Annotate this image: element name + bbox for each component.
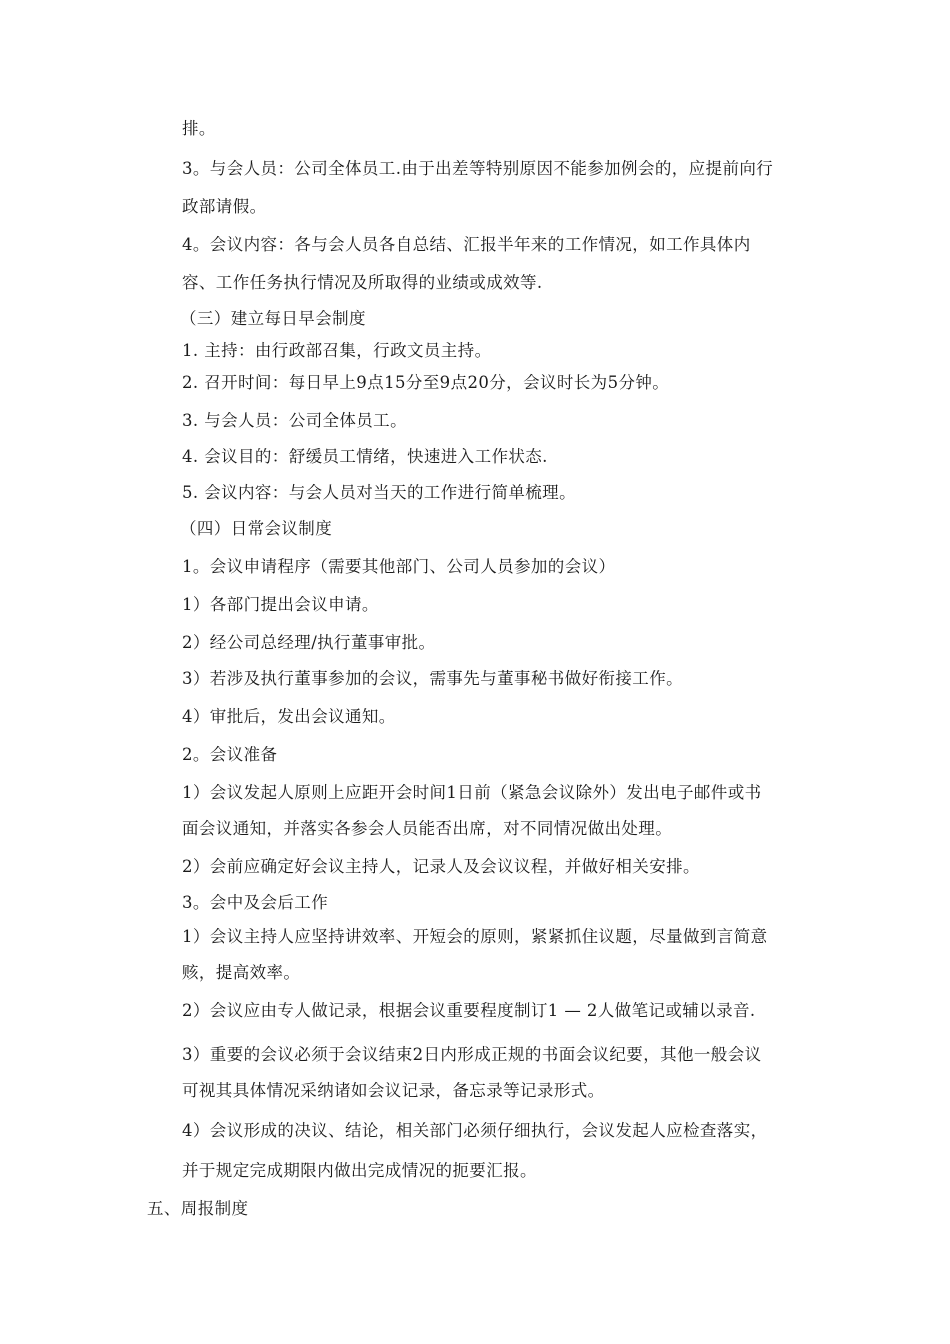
text-line: 赅，提高效率。 <box>182 963 301 982</box>
text-line: 4. 会议目的：舒缓员工情绪，快速进入工作状态. <box>182 447 548 466</box>
text-line: 1。会议申请程序（需要其他部门、公司人员参加的会议） <box>182 557 616 576</box>
text-line: 3）重要的会议必须于会议结束2日内形成正规的书面会议纪要，其他一般会议 <box>182 1045 762 1064</box>
text-line: 3. 与会人员：公司全体员工。 <box>182 411 407 430</box>
text-line: 3。与会人员：公司全体员工.由于出差等特别原因不能参加例会的，应提前向行 <box>182 159 774 178</box>
text-line: 1. 主持：由行政部召集，行政文员主持。 <box>182 341 492 360</box>
text-line: 并于规定完成期限内做出完成情况的扼要汇报。 <box>182 1161 537 1180</box>
text-line: 3）若涉及执行董事参加的会议，需事先与董事秘书做好衔接工作。 <box>182 669 683 688</box>
text-line: 政部请假。 <box>182 197 267 216</box>
text-line: 2）会议应由专人做记录，根据会议重要程度制订1 — 2人做笔记或辅以录音. <box>182 1001 756 1020</box>
text-line: 1）会议发起人原则上应距开会时间1日前（紧急会议除外）发出电子邮件或书 <box>182 783 762 802</box>
text-line: 2. 召开时间：每日早上9点15分至9点20分，会议时长为5分钟。 <box>182 373 670 392</box>
section-heading: （四）日常会议制度 <box>180 519 333 538</box>
section-heading: （三）建立每日早会制度 <box>180 309 366 328</box>
text-line: 1）各部门提出会议申请。 <box>182 595 379 614</box>
text-line: 5. 会议内容：与会人员对当天的工作进行简单梳理。 <box>182 483 576 502</box>
text-line: 排。 <box>182 119 216 138</box>
text-line: 2。会议准备 <box>182 745 278 764</box>
text-line: 4）审批后，发出会议通知。 <box>182 707 396 726</box>
chapter-heading: 五、周报制度 <box>147 1199 249 1218</box>
text-line: 4）会议形成的决议、结论，相关部门必须仔细执行，会议发起人应检查落实， <box>182 1121 768 1140</box>
text-line: 可视其具体情况采纳诸如会议记录，备忘录等记录形式。 <box>182 1081 605 1100</box>
text-line: 3。会中及会后工作 <box>182 893 329 912</box>
text-line: 容、工作任务执行情况及所取得的业绩或成效等. <box>182 273 543 292</box>
text-line: 1）会议主持人应坚持讲效率、开短会的原则，紧紧抓住议题，尽量做到言简意 <box>182 927 768 946</box>
text-line: 面会议通知，并落实各参会人员能否出席，对不同情况做出处理。 <box>182 819 673 838</box>
text-line: 2）会前应确定好会议主持人，记录人及会议议程，并做好相关安排。 <box>182 857 700 876</box>
text-line: 4。会议内容：各与会人员各自总结、汇报半年来的工作情况，如工作具体内 <box>182 235 751 254</box>
text-line: 2）经公司总经理/执行董事审批。 <box>182 633 436 652</box>
